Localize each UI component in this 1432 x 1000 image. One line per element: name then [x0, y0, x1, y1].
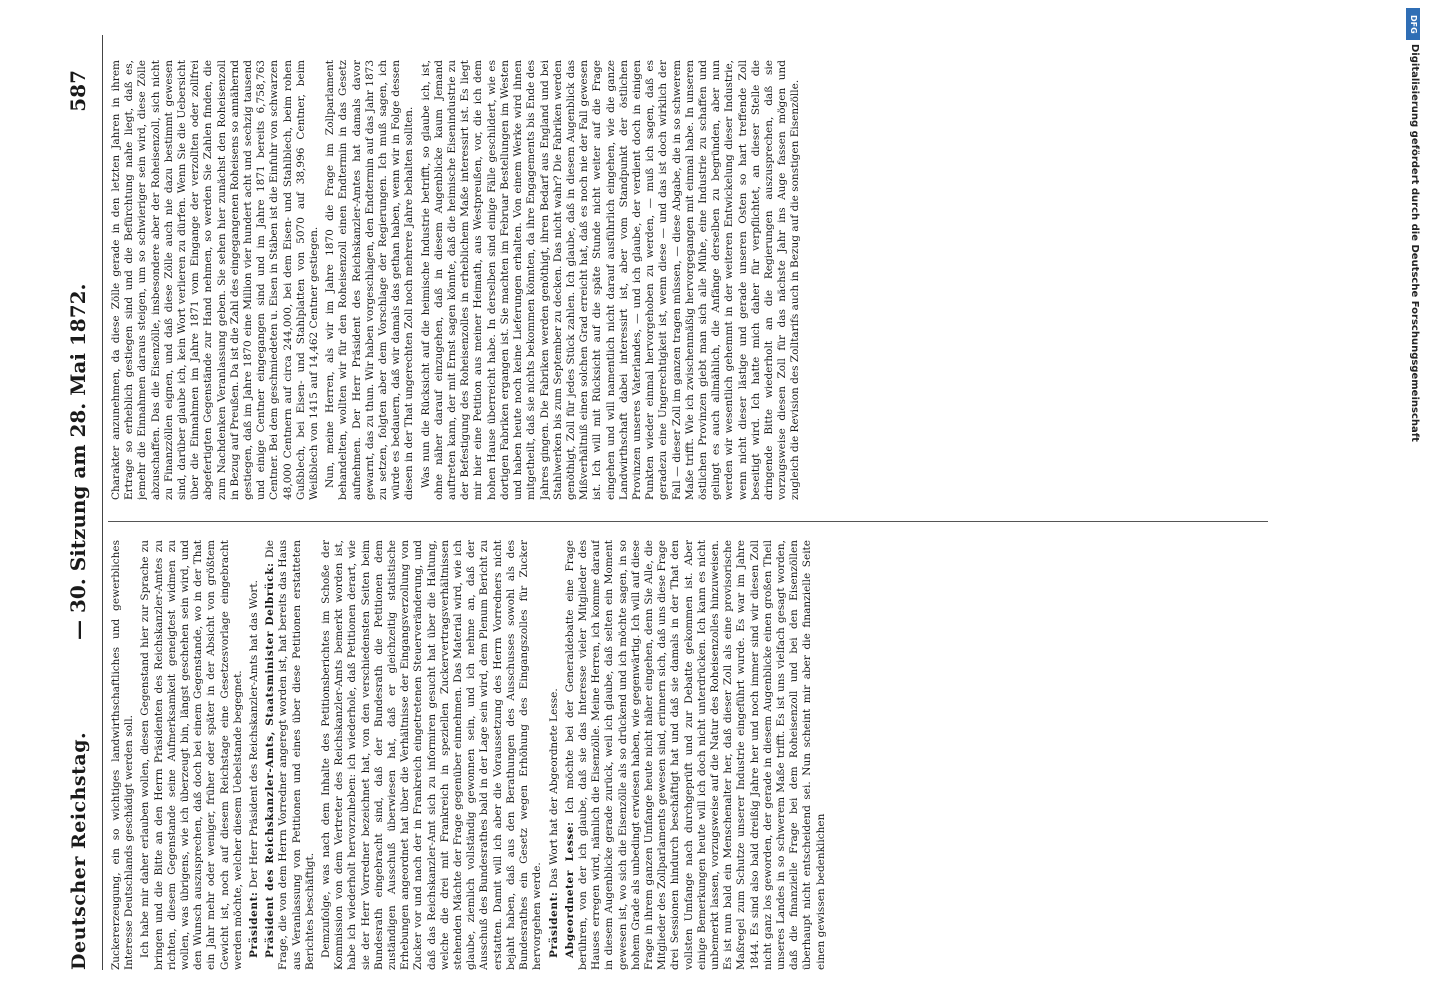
left-paragraph-2: Ich habe mir daher erlauben wollen, diesen Gegenstand hier zur Sprache zu bringen und die Bitte an den Herrn Präsidenten des Reichskanzler-Amtes zu richten, diesem Gegenstande seine Aufmerksamkeit geneigtest widmen zu wollen, was übrigens, wie ich überzeugt bin, längst geschehen sein wird, und den Wunsch auszusprechen, daß doch bei einem Gegenstande, wo in der That ein Jahr mehr oder weniger, früher oder später in der Absicht von größtem Gewicht ist, noch auf diesem Reichstage eine Gesetzesvorlage eingebracht werden möchte, welcher diesem Uebelstande begegnet. — [139, 540, 244, 970]
left-paragraph-1: Zuckererzeugung, ein so wichtiges landwirthschaftliches und gewerbliches Interesse Deutschlands geschädigt werden soll. — [110, 540, 136, 970]
right-paragraph-1: Charakter anzunehmen, da diese Zölle gerade in den letzten Jahren in ihrem Ertrage so erheblich gestiegen sind und die Befürchtung nahe liegt, daß es, jemehr die Einnahmen daraus steigen, um so schwieriger sein wird, diese Zölle abzuschaffen. Das die Eisenzölle, insbesondere aber der Roheisenzoll, sich nicht zu Finanzzöllen eignen, und daß diese Zölle auch nie dazu bestimmt gewesen sind, darüber glaube ich, kein Wort verlieren zu dürfen. Wenn Sie die Uebersicht über die Einnahmen im Jahre 1871 vom Eingange der verzollten oder zollfrei abgefertigten Gegenstände zur Hand nehmen, so werden Sie Zahlen finden, die zum Nachdenken Veranlassung geben. Sie sehen hier zunächst den Roheisenzoll in Bezug auf Preußen. Da ist die Zahl des eingegangenen Roheisens so annähernd gestiegen, daß im Jahre 1870 eine Million vier hundert acht und sechzig tausend und einige Centner eingegangen sind und im Jahre 1871 bereits 6,758,763 Centner. Bei dem geschmiedeten u. Eisen in Stäben ist die Einfuhr von schwarzen 48,000 Centnern auf circa 244,000, bei dem Eisen- und Stahlblech, beim rohen Gußblech, bei Eisen- und Stahlplatten von 5070 auf 38,996 Centner, beim Weißblech von 1415 auf 14,462 Centner gestiegen. — [110, 60, 321, 500]
dfg-logo: DFG — [1406, 8, 1420, 40]
page-number: 587 — [66, 70, 90, 112]
speaker-delbrueck: Präsident des Reichskanzler-Amts, Staatsminister Delbrück: — [264, 562, 277, 958]
left-column — [110, 540, 1275, 970]
left-paragraph-7 — [564, 540, 828, 970]
column-divider — [108, 521, 1268, 522]
header-rule — [102, 35, 103, 970]
left-paragraph-5: Demzufolge, was nach dem Inhalte des Petitionsberichtes im Schoße der Kommission von dem Vertreter des Reichskanzler-Amts bemerkt worden ist, habe ich wiederholt hervorzuheben: ich wiederhole, daß Petitionen derart, wie sie der Herr Vorredner bezeichnet hat, von den verschiedensten Seiten beim Bundesrath eingebracht sind, daß der Bundesrath die Petitionen dem zuständigen Ausschuß überwiesen hat, daß er gleichzeitig statistische Erhebungen angeordnet hat über die Verhältnisse der Eingangsverzollung von Zucker vor und nach der in Frankreich eingetretenen Steuerveränderung, und daß das Reichskanzler-Amt sich zu informiren gesucht hat über die Haltung, welche die drei mit Frankreich in speziellen Zuckervertragsverhältnissen stehenden Mächte der Frage gegenüber einnehmen. Das Material wird, wie ich glaube, ziemlich vollständig gewonnen sein, und ich nehme an, daß der Ausschuß des Bundesrathes bald in der Lage sein wird, dem Plenum Bericht zu erstatten. Damit will ich aber die Voraussetzung des Herrn Vorredners nicht bejaht haben, daß aus den Berathungen des Ausschusses sowohl als des Bundesrathes ein Gesetz wegen Erhöhung des Eingangszolles für Zucker hervorgehen werde. — [320, 540, 544, 970]
speaker-president-2: Präsident: — [547, 891, 560, 958]
right-paragraph-3: Was nun die Rücksicht auf die heimische Industrie betrifft, so glaube ich, ist, ohne näher darauf einzugehen, daß in diesem Augenblicke kaum Jemand auftreten kann, der mit Ernst sagen könnte, daß die heimische Eisenindustrie zu der Befestigung des Roheisenzolles in erheblichem Maße interessirt ist. Es liegt mir hier eine Petition aus meiner Heimath, aus Westpreußen, vor, die ich dem hohen Hause überreicht habe. In derselben sind einige Fälle geschildert, wie es dortigen Fabriken ergangen ist. Sie machten im Februar Bestellungen im Westen und haben heute noch keine Lieferungen erhalten. Von einem Werke wird ihnen mitgetheilt, daß sie nichts bekommen könnten, da ihre Engagements bis Ende des Jahres gingen. Die Fabriken werden genöthigt, ihren Bedarf aus England und bei Stahlwerken bis zum September zu decken. Das nicht wahr? Die Fabriken werden genöthigt, Zoll für jedes Stück zahlen. Ich glaube, daß in diesem Augenblick das Mißverhältniß einen solchen Grad erreicht hat, daß es noch nie der Fall gewesen ist. Ich will mit Rücksicht auf die späte Stunde nicht weiter auf die Frage eingehen und will namentlich nicht darauf ausführlich eingehen, wie die ganze Landwirthschaft dabei interessirt ist, aber vom Standpunkt der östlichen Provinzen unseres Vaterlandes, — und ich glaube, der verdient doch in einigen Punkten wieder einmal hervorgehoben zu werden, — muß ich sagen, daß es geradezu eine Ungerechtigkeit ist, wenn diese — und das ist doch wirklich der Fall — dieser Zoll im ganzen tragen müssen, — diese Abgabe, die in so schwerem Maße trifft. Wie ich zwischenmäßig hervorgegangen mit einmal habe. In unseren östlichen Provinzen giebt man sich alle Mühe, eine Industrie zu schaffen und gelingt es auch allmählich, die Anfänge derselben zu begründen, aber nun werden wir wesentlich gehemmt in der weiteren Entwickelung dieser Industrie, wenn nicht dieser lästige und gerade unseren Osten so hart treffende Zoll beseitigt wird. Ich hatte mich daher für verpflichtet, an dieser Stelle die dringende Bitte wiederholt an die Regierungen auszusprechen, daß sie vorzugsweise diesen Zoll für das nächste Jahr ins Auge fassen mögen und zugleich die Revision des Zolltarifs auch in Bezug auf die sonstigen Eisenzölle. — [419, 60, 802, 500]
digitization-note — [1404, 44, 1420, 644]
right-column — [110, 60, 1275, 500]
left-paragraph-6 — [548, 540, 561, 970]
delbrueck-statement: Die Frage, die von dem Herrn Vorredner angeregt worden ist, hat bereits das Haus aus Veranlassung von Petitionen und eines über diese Petitionen erstatteten Berichtes beschäftigt. — [264, 540, 316, 970]
header-title: Deutscher Reichstag. — [68, 731, 90, 970]
header-session: — 30. Sitzung am 28. Mai 1872. — [66, 283, 90, 640]
digitization-note-text: Digitalisierung gefördert durch die Deutsche Forschungsgemeinschaft — [1409, 44, 1420, 442]
page-header — [62, 70, 102, 970]
speaker-president: Präsident: — [248, 891, 261, 958]
president-statement-2: Das Wort hat der Abgeordnete Lesse. — [547, 688, 560, 889]
left-paragraph-3 — [248, 540, 261, 970]
speaker-lesse: Abgeordneter Lesse: — [563, 821, 576, 958]
president-statement: Der Herr Präsident des Reichskanzler-Amts hat das Wort. — [248, 580, 261, 889]
left-paragraph-4 — [264, 540, 317, 970]
right-paragraph-2: Nun, meine Herren, als wir im Jahre 1870 die Frage im Zollparlament behandelten, wollten wir für den Roheisenzoll einen Endtermin in das Gesetz aufnehmen. Der Herr Präsident des Reichskanzler-Amtes hat damals davor gewarnt, das zu thun. Wir haben vorgeschlagen, den Endtermin auf das Jahr 1873 zu setzen, folgten aber dem Vorschlage der Regierungen. Ich muß sagen, ich würde es bedauern, daß wir damals das gethan haben, wenn wir in Folge dessen diesen in der That ungerechten Zoll noch mehrere Jahre behalten sollten. — [324, 60, 416, 500]
lesse-statement: Ich möchte bei der Generaldebatte eine Frage berühren, von der ich glaube, daß sie das Interesse vieler Mitglieder des Hauses erregen wird, nämlich die Eisenzölle. Meine Herren, ich komme darauf in diesem Augenblicke gerade zurück, weil ich glaube, daß selten ein Moment gewesen ist, wo sich die Eisenzölle als so drückend und ich möchte sagen, in so hohem Grade als unbedingt erwiesen haben, wie gegenwärtig. Ich will auf diese Frage in ihrem ganzen Umfange heute nicht näher eingehen, denn Sie Alle, die Mitglieder des Zollparlaments gewesen sind, erinnern sich, daß uns diese Frage drei Sessionen hindurch beschäftigt hat und daß sie damals in der That den vollsten Umfange nach durchgeprüft und zur Debatte gekommen ist. Aber einige Bemerkungen heute will ich doch nicht unterdrücken. Ich kann es nicht unbemerkt lassen, vorzugsweise auf die Natur des Roheisenzolles hinzuweisen. Es ist nun bald ein Menschenalter her, daß dieser Zoll als eine provisorische Maßregel zum Schutze unserer Industrie eingeführt wurde. Es war im Jahre 1844. Es sind also bald dreißig Jahre her und noch immer sind wir diesen Zoll nicht ganz los geworden, der gerade in diesem Augenblicke einen großen Theil unseres Landes in so schwerem Maße trifft. Es ist uns vielfach gesagt worden, daß die finanzielle Frage bei dem Roheisenzoll und bei den Eisenzöllen überhaupt nicht entscheidend sei. Nun scheint mir aber die finanzielle Seite einen gewissen bedenklichen — [563, 540, 827, 970]
